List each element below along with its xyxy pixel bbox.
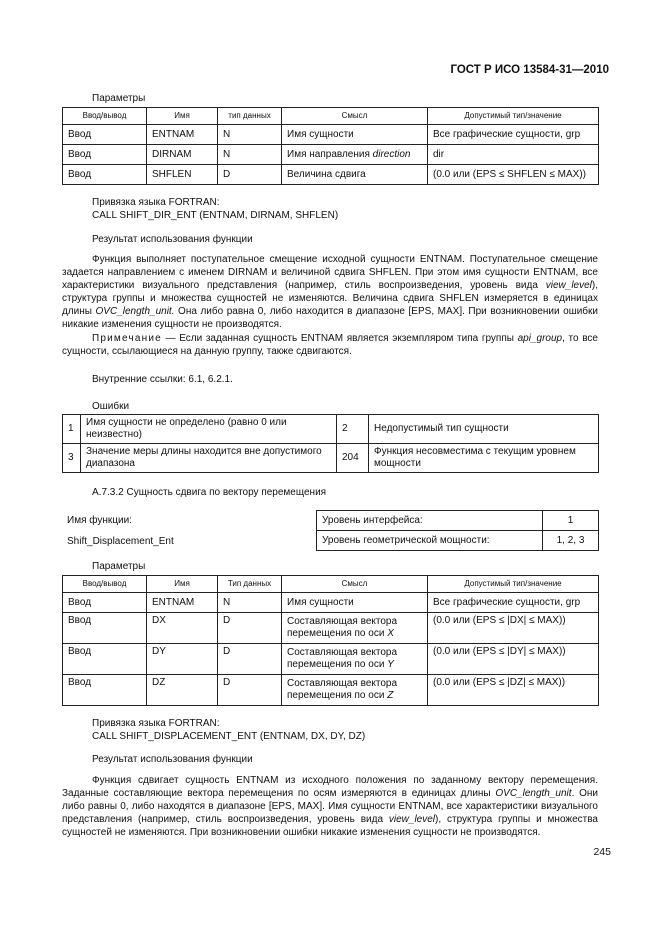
- cell: (0.0 или (EPS ≤ SHFLEN ≤ MAX)): [428, 165, 599, 185]
- table-row: [63, 444, 599, 473]
- cell: Имя сущности: [282, 593, 428, 613]
- col-header: Ввод/вывод: [63, 576, 147, 593]
- table-row: [63, 675, 599, 706]
- cell-text: Составляющая вектора перемещения по оси: [287, 616, 398, 639]
- text: . Они либо равны 0, либо находятся в диапазоне [EPS, MAX]. Имя сущности ENTNAM, все характеристики визуального представления (например, стиль воспроизведения, уровень вида: [62, 788, 598, 825]
- table-row: [63, 613, 599, 644]
- col-header: Допустимый тип/значение: [428, 576, 599, 593]
- text: Она либо равна 0, либо находится в диапазоне [EPS, MAX]. При возникновении ошибки никакие изменения сущности не производятся.: [62, 306, 598, 330]
- interface-level-value: 1: [543, 511, 599, 531]
- cell: D: [218, 613, 282, 644]
- errors-label: Ошибки: [92, 401, 130, 412]
- cell: D: [218, 675, 282, 706]
- cell: Имя сущности: [282, 125, 428, 145]
- function-levels-table: [316, 510, 599, 551]
- col-header: Допустимый тип/значение: [428, 108, 599, 125]
- function-name-label: Имя функции:: [67, 515, 132, 526]
- cell: DX: [147, 613, 218, 644]
- cell: DIRNAM: [147, 145, 218, 165]
- text: , то все сущности, ссылающиеся на данную группу, также сдвигаются.: [62, 333, 598, 357]
- axis-label: X: [387, 628, 394, 639]
- params-label-1: Параметры: [92, 93, 146, 104]
- fortran-label: Привязка языка FORTRAN:: [92, 718, 220, 729]
- geometry-level-label: Уровень геометрической мощности:: [317, 531, 543, 551]
- cell: Ввод: [63, 125, 147, 145]
- italic-text: view_level: [545, 280, 592, 291]
- error-code: 2: [337, 415, 369, 444]
- error-text: Недопустимый тип сущности: [369, 415, 599, 444]
- cell: Все графические сущности, grp: [428, 593, 599, 613]
- cell: (0.0 или (EPS ≤ |DY| ≤ MAX)): [428, 644, 599, 675]
- text: ), структура группы и множества сущностей не изменяются. Величина сдвига SHFLEN измеряется в единицах длины: [62, 280, 598, 317]
- cell: Ввод: [63, 613, 147, 644]
- page-number: 245: [593, 846, 611, 858]
- parameters-table-1: [62, 107, 599, 185]
- table-row: [63, 644, 599, 675]
- col-header: тип данных: [218, 108, 282, 125]
- cell: Ввод: [63, 593, 147, 613]
- error-code: 3: [63, 444, 81, 473]
- cell: [282, 644, 428, 675]
- cell-text: Составляющая вектора перемещения по оси: [287, 647, 398, 670]
- cell-text: Имя направления: [287, 148, 373, 160]
- cell: N: [218, 145, 282, 165]
- table-row: [317, 511, 599, 531]
- note-label: Примечание: [92, 333, 162, 344]
- cell: Ввод: [63, 165, 147, 185]
- cell: (0.0 или (EPS ≤ |DX| ≤ MAX)): [428, 613, 599, 644]
- error-text: Имя сущности не определено (равно 0 или неизвестно): [81, 415, 337, 444]
- result-label-2: Результат использования функции: [92, 754, 253, 765]
- cell: DY: [147, 644, 218, 675]
- text: ), структура группы и множества сущностей не изменяются. При возникновении ошибки никакие изменения сущности не производятся.: [62, 814, 598, 838]
- section-heading: А.7.3.2 Сущность сдвига по вектору перемещения: [92, 487, 327, 498]
- table-row: [63, 165, 599, 185]
- axis-label: Y: [387, 659, 394, 670]
- col-header: Имя: [147, 108, 218, 125]
- cell: ENTNAM: [147, 593, 218, 613]
- table-row: [317, 531, 599, 551]
- cell: Ввод: [63, 145, 147, 165]
- cell: Величина сдвига: [282, 165, 428, 185]
- text: Функция сдвигает сущность ENTNAM из исходного положения по заданному вектору перемещения. Заданные составляющие вектора перемещения по осям измеряются в единицах длины: [62, 775, 598, 799]
- cell: ENTNAM: [147, 125, 218, 145]
- col-header: Смысл: [282, 576, 428, 593]
- error-text: Функция несовместима с текущим уровнем мощности: [369, 444, 599, 473]
- text: Функция выполняет поступательное смещение исходной сущности ENTNAM. Поступательное смещение задается направлением с именем DIRNAM и величиной сдвига SHFLEN. При этом имя сущности ENTNAM, все характеристики визуального представления (например, стиль воспроизведения, уровень вида: [62, 254, 598, 291]
- table-header-row: [63, 576, 599, 593]
- result-paragraph-2: [62, 774, 598, 839]
- document-header: ГОСТ Р ИСО 13584-31—2010: [450, 64, 609, 76]
- cell: D: [218, 644, 282, 675]
- cell: Ввод: [63, 644, 147, 675]
- col-header: Тип данных: [218, 576, 282, 593]
- cell: [282, 675, 428, 706]
- geometry-level-value: 1, 2, 3: [543, 531, 599, 551]
- error-code: 1: [63, 415, 81, 444]
- italic-text: view_level: [388, 814, 436, 825]
- cell: (0.0 или (EPS ≤ |DZ| ≤ MAX)): [428, 675, 599, 706]
- axis-label: Z: [387, 690, 394, 701]
- fortran-call: CALL SHIFT_DISPLACEMENT_ENT (ENTNAM, DX, DY, DZ): [92, 731, 366, 742]
- col-header: Ввод/вывод: [63, 108, 147, 125]
- interface-level-label: Уровень интерфейса:: [317, 511, 543, 531]
- table-row: [63, 125, 599, 145]
- cell: N: [218, 125, 282, 145]
- col-header: Имя: [147, 576, 218, 593]
- cell: SHFLEN: [147, 165, 218, 185]
- cell-italic: direction: [372, 148, 411, 160]
- internal-references: Внутренние ссылки: 6.1, 6.2.1.: [92, 374, 233, 385]
- cell: [282, 145, 428, 165]
- table-header-row: [63, 108, 599, 125]
- table-row: [63, 593, 599, 613]
- italic-text: api_group: [517, 333, 563, 344]
- errors-table: [62, 414, 599, 473]
- parameters-table-2: [62, 575, 599, 706]
- italic-text: OVC_length_unit: [495, 788, 572, 799]
- result-paragraph-1: [62, 253, 598, 331]
- error-code: 204: [337, 444, 369, 473]
- table-row: [63, 145, 599, 165]
- fortran-call: CALL SHIFT_DIR_ENT (ENTNAM, DIRNAM, SHFLEN): [92, 210, 339, 221]
- fortran-label: Привязка языка FORTRAN:: [92, 197, 220, 208]
- note-paragraph: [62, 332, 598, 358]
- cell: DZ: [147, 675, 218, 706]
- fortran-binding-2: [92, 717, 365, 743]
- cell: Ввод: [63, 675, 147, 706]
- italic-text: OVC_length_unit.: [95, 306, 175, 317]
- params-label-2: Параметры: [92, 561, 146, 572]
- table-row: [63, 415, 599, 444]
- col-header: Смысл: [282, 108, 428, 125]
- function-name-value: Shift_Displacement_Ent: [67, 536, 174, 547]
- cell: N: [218, 593, 282, 613]
- text: — Если заданная сущность ENTNAM является экземпляром типа группы: [161, 333, 518, 344]
- cell: D: [218, 165, 282, 185]
- error-text: Значение меры длины находится вне допустимого диапазона: [81, 444, 337, 473]
- cell-text: Составляющая вектора перемещения по оси: [287, 678, 398, 701]
- result-label-1: Результат использования функции: [92, 234, 253, 245]
- fortran-binding-1: [92, 196, 338, 222]
- cell: [282, 613, 428, 644]
- cell: Все графические сущности, grp: [428, 125, 599, 145]
- cell: dir: [428, 145, 599, 165]
